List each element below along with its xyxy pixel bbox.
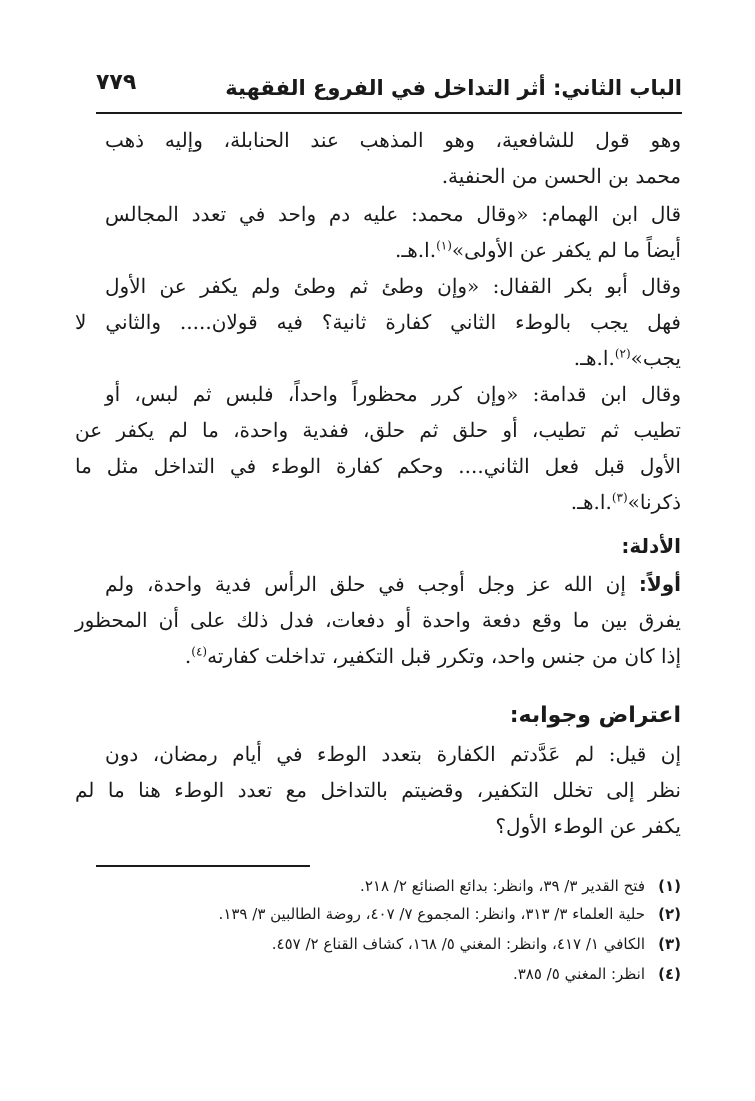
footnote-1: (١)فتح القدير ٣/ ٣٩، وانظر: بدائع الصنائع ٢/ ٢١٨.	[360, 877, 681, 895]
p1-line-2: محمد بن الحسن من الحنفية.	[441, 164, 681, 188]
evidence-heading: الأدلة:	[621, 534, 681, 558]
p5-line-1: أولاً: إن الله عز وجل أوجب في حلق الرأس فدية واحدة، ولم	[105, 572, 682, 596]
footnote-ref-4[interactable]: (٤)	[191, 644, 208, 659]
footnote-ref-1[interactable]: (١)	[436, 238, 452, 253]
p2-line-1: قال ابن الهمام: «وقال محمد: عليه دم واحد في تعدد المجالس	[105, 202, 681, 226]
p4-line-1: وقال ابن قدامة: «وإن كرر محظوراً واحداً، فلبس ثم لبس، أو	[105, 382, 681, 406]
running-title: الباب الثاني: أثر التداخل في الفروع الفقهية	[225, 76, 682, 100]
p2-line-2: أيضاً ما لم يكفر عن الأولى»$^{(١)}$.ا.هـ.	[395, 238, 681, 262]
footnote-2: (٢)حلية العلماء ٣/ ٣١٣، وانظر: المجموع ٧/ ٤٠٧، روضة الطالبين ٣/ ١٣٩.	[218, 905, 681, 923]
p3-line-2: فهل يجب بالوطء الثاني كفارة ثانية؟ فيه قولان..... والثاني لا	[75, 310, 681, 334]
footnote-3: (٣)الكافي ١/ ٤١٧، وانظر: المغني ٥/ ١٦٨، كشاف القناع ٢/ ٤٥٧.	[271, 935, 681, 953]
footnote-ref-2[interactable]: (٢)	[614, 346, 631, 361]
page-header	[96, 60, 682, 114]
p3-line-1: وقال أبو بكر القفال: «وإن وطئ ثم وطئ ولم يكفر عن الأول	[105, 274, 681, 298]
footnote-ref-3[interactable]: (٣)	[611, 490, 628, 505]
p6-line-1: إن قيل: لم عَدَّدتم الكفارة بتعدد الوطء في أيام رمضان، دون	[105, 742, 681, 766]
p4-line-4: ذكرنا»$^{(٣)}$.ا.هـ.	[570, 490, 681, 514]
page-number: ٧٧٩	[96, 70, 137, 95]
footnote-separator	[96, 865, 310, 867]
objection-heading: اعتراض وجوابه:	[509, 703, 681, 728]
footnote-4: (٤)انظر: المغني ٥/ ٣٨٥.	[512, 965, 681, 983]
p3-line-3: يجب»$^{(٢)}$.ا.هـ.	[573, 346, 681, 370]
p4-line-2: تطيب ثم تطيب، أو حلق ثم حلق، ففدية واحدة، ما لم يكفر عن	[75, 418, 681, 442]
p5-line-2: يفرق بين ما وقع دفعة واحدة أو دفعات، فدل ذلك على أن المحظور	[75, 608, 681, 632]
p6-line-3: يكفر عن الوطء الأول؟	[495, 814, 681, 838]
p5-line-3: إذا كان من جنس واحد، وتكرر قبل التكفير، تداخلت كفارته$^{(٤)}$.	[184, 644, 681, 668]
p5-lead: أولاً:	[638, 572, 682, 596]
p6-line-2: نظر إلى تخلل التكفير، وقضيتم بالتداخل مع تعدد الوطء هنا ما لم	[75, 778, 681, 802]
p4-line-3: الأول قبل فعل الثاني.... وحكم كفارة الوطء في التداخل مثل ما	[75, 454, 681, 478]
p1-line-1: وهو قول للشافعية، وهو المذهب عند الحنابلة، وإليه ذهب	[105, 128, 681, 152]
